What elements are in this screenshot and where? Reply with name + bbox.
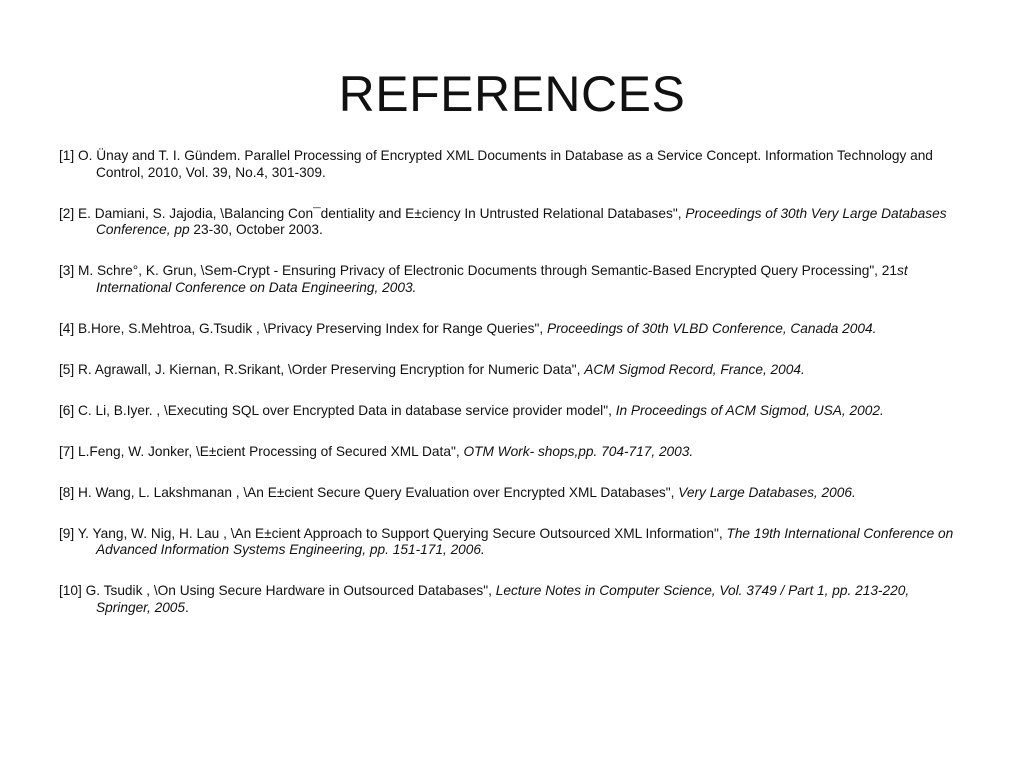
reference-source: The 19th International Conference on Advanced Information Systems Engineering, pp. 151-171, 2006.: [96, 525, 954, 557]
reference-source: st International Conference on Data Engineering, 2003.: [96, 263, 908, 295]
reference-item-5: [59, 362, 959, 379]
reference-item-6: [59, 403, 959, 420]
reference-text: [6] C. Li, B.Iyer. , \Executing SQL over Encrypted Data in database service provider model",: [59, 402, 616, 418]
reference-item-4: [59, 321, 959, 338]
reference-text: [5] R. Agrawall, J. Kiernan, R.Srikant, \Order Preserving Encryption for Numeric Data",: [59, 361, 585, 377]
reference-item-9: [59, 526, 959, 559]
reference-list: [59, 148, 959, 641]
reference-text: [2] E. Damiani, S. Jajodia, \Balancing Con¯dentiality and E±ciency In Untrusted Relational Databases",: [59, 205, 686, 221]
reference-trail: .: [185, 599, 189, 615]
reference-text: [8] H. Wang, L. Lakshmanan , \An E±cient Secure Query Evaluation over Encrypted XML Databases",: [59, 484, 679, 500]
reference-item-2: [59, 206, 959, 239]
slide-title: REFERENCES: [338, 66, 686, 122]
reference-item-3: [59, 263, 959, 296]
reference-source: Very Large Databases, 2006.: [678, 484, 856, 500]
reference-source: ACM Sigmod Record, France, 2004.: [584, 361, 805, 377]
reference-trail: 23-30, October 2003.: [189, 222, 323, 237]
reference-text: [7] L.Feng, W. Jonker, \E±cient Processing of Secured XML Data",: [59, 443, 464, 459]
reference-source: Lecture Notes in Computer Science, Vol. 3749 / Part 1, pp. 213-220, Springer, 2005: [96, 583, 910, 615]
reference-text: [1] O. Ünay and T. I. Gündem. Parallel Processing of Encrypted XML Documents in Database as a Service Concept. Information Technology and Control, 2010, Vol. 39, No.4, 301-309.: [59, 148, 933, 180]
reference-item-10: [59, 583, 959, 616]
reference-source: Proceedings of 30th VLBD Conference, Canada 2004.: [546, 320, 877, 336]
reference-item-7: [59, 444, 959, 461]
reference-source: OTM Work- shops,pp. 704-717, 2003.: [463, 443, 694, 459]
reference-item-8: [59, 485, 959, 502]
reference-source: Proceedings of 30th Very Large Databases Conference, pp: [96, 205, 947, 237]
reference-item-1: [59, 148, 959, 181]
reference-source: In Proceedings of ACM Sigmod, USA, 2002.: [615, 402, 884, 418]
reference-text: [3] M. Schre°, K. Grun, \Sem-Crypt - Ensuring Privacy of Electronic Documents through Semantic-Based Encrypted Query Processing", 21: [59, 263, 898, 278]
reference-text: [4] B.Hore, S.Mehtroa, G.Tsudik , \Privacy Preserving Index for Range Queries",: [59, 320, 547, 336]
reference-text: [10] G. Tsudik , \On Using Secure Hardware in Outsourced Databases",: [59, 583, 496, 598]
reference-text: [9] Y. Yang, W. Nig, H. Lau , \An E±cient Approach to Support Querying Secure Outsourced XML Information",: [59, 525, 727, 541]
